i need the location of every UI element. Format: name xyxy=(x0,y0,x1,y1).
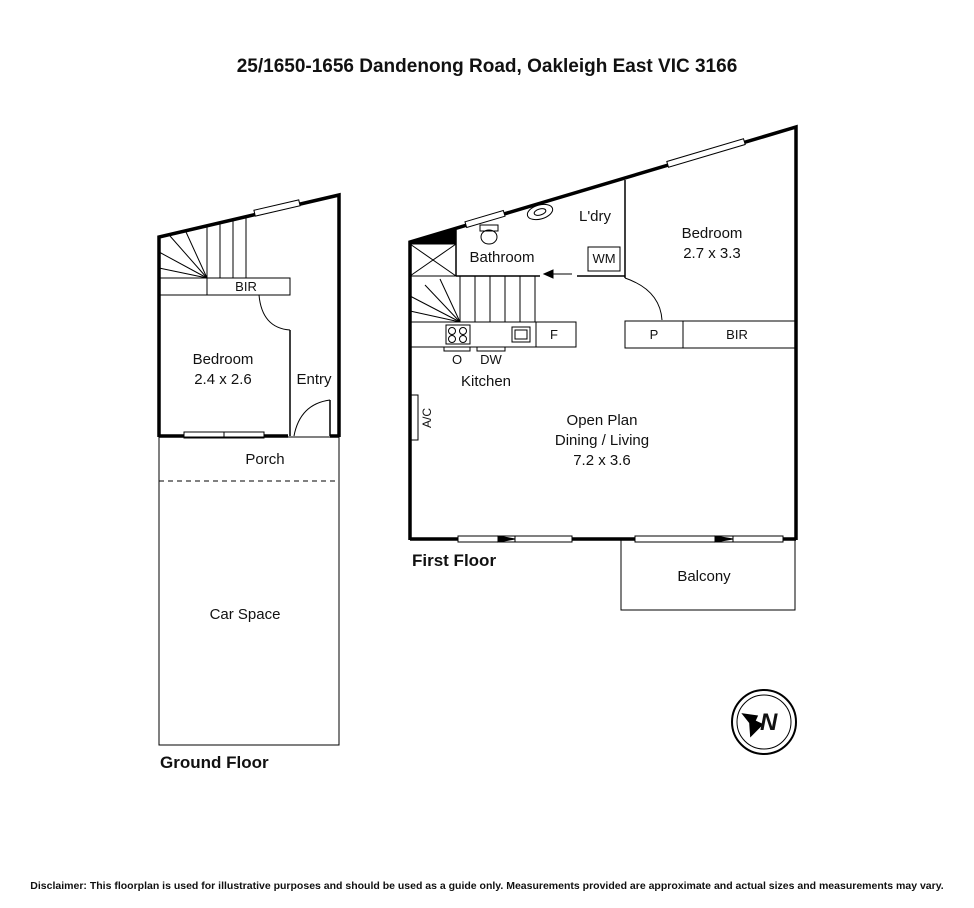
pantry-label: P xyxy=(649,327,659,342)
first-floor-plan xyxy=(410,127,796,610)
laundry-label: L'dry xyxy=(578,208,612,225)
window xyxy=(254,200,300,216)
entry-door-swing xyxy=(294,400,330,436)
bir-robe xyxy=(159,278,290,295)
door-swing xyxy=(259,295,290,330)
entry-label: Entry xyxy=(296,371,332,388)
kitchen-label: Kitchen xyxy=(460,373,512,390)
balcony-label: Balcony xyxy=(677,568,731,585)
disclaimer-text: Disclaimer: This floorplan is used for illustrative purposes and should be used as a guide only. Measurements provided are approximate and actual sizes and measurements may vary. xyxy=(30,880,944,892)
gf-bedroom-name: Bedroom xyxy=(192,351,254,368)
porch-label: Porch xyxy=(245,451,285,468)
ground-floor-label: Ground Floor xyxy=(160,753,269,772)
ff-bedroom-label xyxy=(682,224,743,264)
staircase xyxy=(410,276,535,322)
page-title: 25/1650-1656 Dandenong Road, Oakleigh East VIC 3166 xyxy=(236,56,738,77)
window xyxy=(667,139,745,167)
fridge-label: F xyxy=(550,327,558,342)
bathroom-label: Bathroom xyxy=(469,249,535,266)
toilet xyxy=(481,230,497,244)
wm-label: WM xyxy=(592,251,616,266)
compass-letter: N xyxy=(760,709,778,736)
ground-floor-walls xyxy=(159,195,339,437)
living-name-line1: Open Plan xyxy=(566,412,638,429)
car-space-outline xyxy=(159,437,339,745)
living-size: 7.2 x 3.6 xyxy=(573,452,631,469)
first-floor-label: First Floor xyxy=(412,551,497,570)
gf-bedroom-label xyxy=(193,350,254,390)
gf-bedroom-size: 2.4 x 2.6 xyxy=(194,371,252,388)
car-space-label: Car Space xyxy=(209,606,281,623)
oven-label: O xyxy=(451,352,463,367)
ff-bedroom-name: Bedroom xyxy=(681,225,743,242)
gf-bir-label: BIR xyxy=(235,279,257,294)
sliding-door xyxy=(635,536,783,542)
aircon-label: A/C xyxy=(420,407,434,429)
ff-bir-label: BIR xyxy=(726,327,748,342)
dishwasher-label: DW xyxy=(480,352,502,367)
door-swing xyxy=(625,278,662,320)
living-label xyxy=(555,411,649,471)
ff-bedroom-size: 2.7 x 3.3 xyxy=(683,245,741,262)
living-name-line2: Dining / Living xyxy=(554,432,650,449)
